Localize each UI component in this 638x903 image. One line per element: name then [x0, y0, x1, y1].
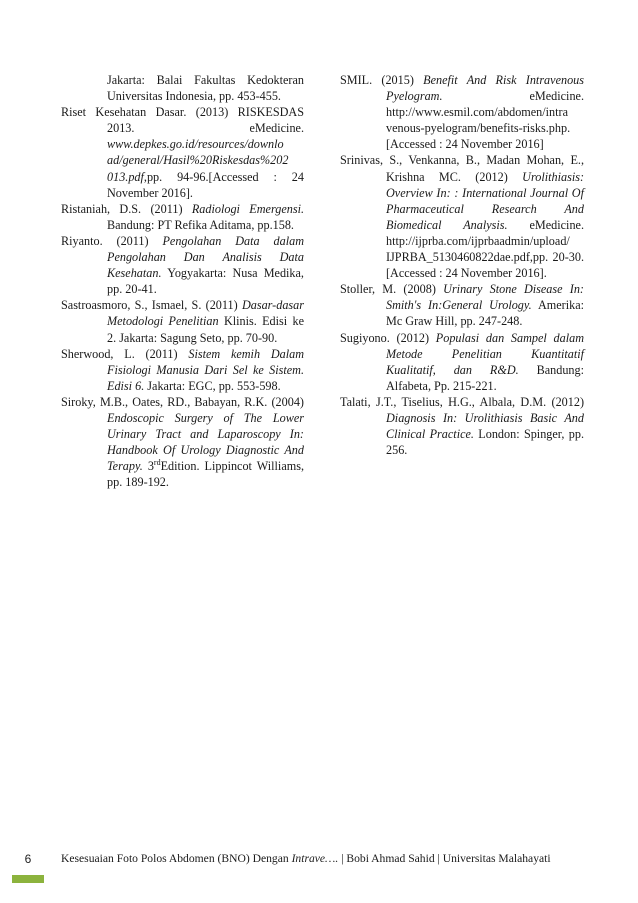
- ref-title: Endoscopic Surgery of The Lower Urinary Tract and Laparoscopy In: Handbook Of Urology Diagnostic And Terapy.: [107, 410, 304, 474]
- ref-url: www.depkes.go.id/resources/downlo ad/general/Hasil%20Riskesdas%202 013.pdf: [107, 137, 289, 184]
- footer-title-italic: Intrave….: [291, 852, 339, 865]
- ref-title: Benefit And Risk Intravenous Pyelogram.: [386, 73, 584, 104]
- ref-author: Stoller, M. (2008): [340, 282, 436, 297]
- ref-author: Ristaniah, D.S. (2011): [61, 201, 183, 216]
- ref-title: Populasi dan Sampel dalam Metode Penelitian Kuantitatif Kualitatif, dan R&D.: [386, 330, 585, 377]
- reference-riset-kesehatan: [61, 104, 304, 201]
- ref-author: Sherwood, L. (2011): [61, 346, 178, 361]
- ref-url: http://ijprba.com/ijprbaadmin/upload/ IJPRBA_5130460822dae.pdf,pp. 20-30.[Accessed : 24 November 2016].: [386, 233, 584, 281]
- footer-running-title: [61, 852, 581, 865]
- ref-author: Srinivas, S., Venkanna, B., Madan Mohan, E., Krishna MC. (2012): [340, 153, 584, 184]
- reference-siroky: [61, 394, 304, 491]
- reference-srinivas: [340, 152, 584, 281]
- ref-author: SMIL. (2015): [340, 73, 414, 87]
- ref-publisher: London: Spinger, pp. 256.: [386, 427, 584, 458]
- footer-author-institution: | Bobi Ahmad Sahid | Universitas Malahayati: [338, 852, 551, 865]
- ref-title: Radiologi Emergensi.: [191, 201, 305, 216]
- reference-continuation: [61, 72, 304, 104]
- ref-pages: ,pp. 94-96.[Accessed : 24 November 2016].: [107, 169, 304, 200]
- ref-title: Diagnosis In: Urolithiasis Basic And Clinical Practice.: [386, 410, 584, 442]
- reference-column-right: [340, 72, 584, 458]
- ref-year: (2013) RISKESDAS: [195, 105, 305, 120]
- ref-title: Dasar-dasar Metodologi Penelitian: [107, 298, 305, 329]
- reference-sastroasmoro: [61, 297, 304, 345]
- ref-text: 2013.: [107, 121, 135, 136]
- ref-author: Talati, J.T., Tiselius, H.G., Albala, D.M. (2012): [340, 394, 584, 409]
- ref-author: Sugiyono. (2012): [340, 330, 430, 345]
- ref-text: Jakarta: Balai Fakultas Kedokteran: [107, 73, 304, 87]
- ref-publisher: Amerika: Mc Graw Hill, pp. 247-248.: [386, 298, 584, 329]
- page-footer: [0, 830, 638, 890]
- footer-title: Kesesuaian Foto Polos Abdomen (BNO) Dengan: [61, 852, 292, 865]
- ref-url: http://www.esmil.com/abdomen/intra venous-pyelogram/benefits-risks.php.: [386, 105, 571, 136]
- ref-publisher: Yogyakarta: Nusa Medika, pp. 20-41.: [107, 266, 304, 297]
- page-number-bar: [12, 875, 44, 883]
- ref-title: Sistem kemih Dalam Fisiologi Manusia Dari Sel ke Sistem. Edisi 6.: [107, 346, 304, 393]
- ref-source: eMedicine.: [529, 89, 584, 104]
- ref-author: Siroky, M.B., Oates, RD., Babayan, R.K. (2004): [61, 394, 304, 409]
- reference-talati: [340, 394, 584, 458]
- ref-source: eMedicine.: [529, 217, 584, 232]
- ref-publisher: Jakarta: EGC, pp. 553-598.: [147, 378, 281, 393]
- ref-title: Urinary Stone Disease In: Smith's In:General Urology.: [386, 282, 584, 313]
- ref-title: Urolithiasis: Overview In: : International Journal Of Pharmaceutical Research And Biomedical Analysis.: [386, 169, 585, 232]
- ref-author: Riyanto. (2011): [61, 233, 149, 248]
- reference-ristaniah: [61, 201, 304, 233]
- page-number: 6: [24, 852, 32, 866]
- ref-author: Sastroasmoro, S., Ismael, S. (2011): [61, 298, 238, 313]
- ref-publisher: Bandung: Alfabeta, Pp. 215-221.: [386, 362, 584, 393]
- ref-edition-suffix: rd: [153, 458, 161, 468]
- ref-accessed: [Accessed : 24 November 2016]: [386, 137, 544, 152]
- reference-sherwood: [61, 346, 304, 394]
- ref-author: Riset Kesehatan Dasar.: [61, 105, 187, 120]
- ref-text: Universitas Indonesia, pp. 453-455.: [107, 89, 281, 104]
- ref-publisher: Bandung: PT Refika Aditama, pp.158.: [107, 217, 294, 232]
- reference-column-left: [61, 72, 304, 490]
- reference-sugiyono: [340, 330, 584, 394]
- reference-smil: [340, 72, 584, 152]
- reference-riyanto: [61, 233, 304, 297]
- ref-title: Pengolahan Data dalam Pengolahan Dan Analisis Data Kesehatan.: [107, 233, 304, 281]
- ref-publisher: Edition. Lippincot Williams, pp. 189-192.: [107, 459, 305, 490]
- ref-edition: 3: [147, 459, 154, 474]
- ref-source: eMedicine.: [249, 121, 304, 136]
- reference-stoller: [340, 281, 584, 329]
- ref-publisher: Klinis. Edisi ke 2. Jakarta: Sagung Seto, pp. 70-90.: [107, 314, 304, 345]
